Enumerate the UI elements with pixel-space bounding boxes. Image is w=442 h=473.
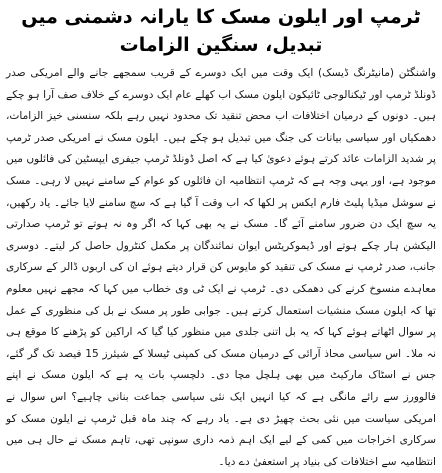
- headline: ٹرمپ اور ایلون مسک کا یارانہ دشمنی میں تبدیل، سنگین الزامات: [21, 6, 421, 56]
- article-body: واشنگٹن (مانیٹرنگ ڈیسک) ایک وقت میں ایک دوسرے کے قریب سمجھے جانے والے امریکی صدر ڈونلڈ ٹرمپ اور ٹیکنالوجی ٹائیکون ایلون مسک اب کھلے عام ایک دوسرے کے خلاف صف آرا ہو چکے ہیں۔ دونوں کے درمیان اختلافات اب محض تنقید تک محدود نہیں رہے بلکہ سنسنی خیز الزامات، دھمکیاں اور سیاسی بیانات کی جنگ میں تبدیل ہو چکے ہیں۔ ایلون مسک نے امریکی صدر ٹرمپ پر شدید الزامات عائد کرتے ہوئے دعویٰ کیا ہے کہ اصل ڈونلڈ ٹرمپ جیفری ایپسٹین کی فائلوں میں موجود ہے، اور یہی وجہ ہے کہ ٹرمپ انتظامیہ ان فائلوں کو عوام کے سامنے نہیں لا رہی۔ مسک نے سوشل میڈیا پلیٹ فارم ایکس پر لکھا کہ اب وقت آ گیا ہے کہ سچ سامنے لایا جائے۔ یاد رکھیں، یہ سچ ایک دن ضرور سامنے آئے گا۔ مسک نے یہ بھی کہا کہ اگر وہ نہ ہوتے تو ٹرمپ صدارتی الیکشن ہار چکے ہوتے اور ڈیموکریٹس ایوان نمائندگان پر مکمل کنٹرول حاصل کر لیتے۔ دوسری جانب، صدر ٹرمپ نے مسک کی تنقید کو مایوس کن قرار دیتے ہوئے ان کی اربوں ڈالر کے سرکاری معاہدے منسوخ کرنے کی دھمکی دی۔ ٹرمپ نے ایک ٹی وی خطاب میں کہا کہ مجھے نہیں معلوم تھا کہ ایلون مسک منشیات استعمال کرتے ہیں۔ جوابی طور پر مسک نے بل کی منظوری کے عمل پر سوال اٹھاتے ہوئے کہا کہ یہ بل اتنی جلدی میں منظور کیا گیا کہ اراکین کو پڑھنے کا موقع ہی نہ ملا۔ اس سیاسی محاذ آرائی کے درمیان مسک کی کمپنی ٹیسلا کے شیئرز 15 فیصد تک گر گئے، جس نے اسٹاک مارکیٹ میں بھی ہلچل مچا دی۔ دلچسپ بات یہ ہے کہ ایلون مسک نے اپنے فالوورز سے رائے مانگی ہے کہ کیا انہیں ایک نئی سیاسی جماعت بنانی چاہیے؟ اس سوال نے امریکی سیاست میں نئی بحث چھیڑ دی ہے۔ یاد رہے کہ چند ماہ قبل ٹرمپ نے ایلون مسک کو سرکاری اخراجات میں کمی کے لیے ایک اہم ذمہ داری سونپی تھی، تاہم مسک نے حال ہی میں انتظامیہ سے اختلافات کی بنیاد پر استعفیٰ دے دیا۔: [6, 67, 436, 468]
